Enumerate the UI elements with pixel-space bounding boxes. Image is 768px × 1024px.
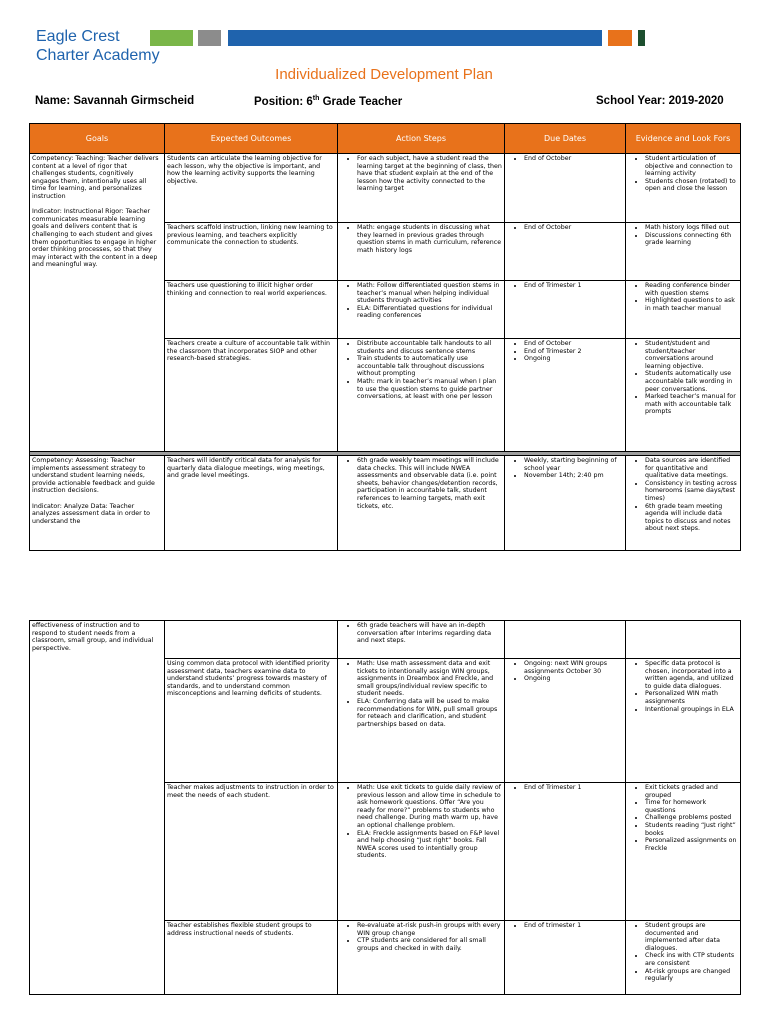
list-item: • Students reading “Just right” books [645, 822, 738, 837]
bullet-list [628, 282, 738, 312]
bullet-list [628, 660, 738, 713]
col-goals: Goals [30, 124, 165, 154]
list-item: • Re-evaluate at-risk push-in groups with every WIN group change [357, 922, 502, 937]
evidence-cell [626, 621, 741, 659]
bullet-list [507, 922, 623, 930]
date-cell [505, 281, 626, 339]
bullet-list [507, 155, 623, 163]
outcome-cell [165, 621, 338, 659]
brand-bar-dark-green [638, 30, 645, 46]
list-item: • 6th grade teachers will have an in-depth conversation after Interims regarding data and next steps. [357, 622, 502, 645]
list-item: • Discussions connecting 6th grade learning [645, 232, 738, 247]
col-action-steps: Action Steps [338, 124, 505, 154]
bullet-list [340, 155, 502, 193]
list-item: • At-risk groups are changed regularly [645, 968, 738, 983]
list-item: • End of trimester 1 [524, 922, 623, 930]
date-cell [505, 456, 626, 551]
outcome-cell: Teacher establishes flexible student groups to address instructional needs of students. [165, 921, 338, 995]
bullet-list [340, 622, 502, 645]
evidence-cell [626, 223, 741, 281]
list-item: • Data sources are identified for quantitative and qualitative data meetings. [645, 457, 738, 480]
list-item: • Student/student and student/teacher conversations around learning objective. [645, 340, 738, 370]
outcome-cell: Using common data protocol with identified priority assessment data, teachers examine data to understand students’ progress towards mastery of standards, and to understand common misconceptions and learning deficits of students. [165, 659, 338, 783]
evidence-cell [626, 456, 741, 551]
list-item: • Math: Follow differentiated question stems in teacher’s manual when helping individual students through activities [357, 282, 502, 305]
document-title: Individualized Development Plan [275, 66, 493, 83]
list-item: • Math: mark in teacher’s manual when I plan to use the question stems to guide partner conversations, at least with one per lesson [357, 378, 502, 401]
date-cell [505, 621, 626, 659]
bullet-list [507, 457, 623, 480]
list-item: • Ongoing: next WIN groups assignments October 30 [524, 660, 623, 675]
bullet-list [628, 155, 738, 193]
bullet-list [507, 340, 623, 363]
list-item: • End of Trimester 1 [524, 282, 623, 290]
action-cell [338, 223, 505, 281]
evidence-cell [626, 921, 741, 995]
bullet-list [628, 457, 738, 533]
list-item: • 6th grade team meeting agenda will include data topics to discuss and notes about next steps. [645, 503, 738, 533]
list-item: • Student articulation of objective and connection to learning activity [645, 155, 738, 178]
evidence-cell [626, 281, 741, 339]
list-item: • Intentional groupings in ELA [645, 706, 738, 714]
action-cell [338, 281, 505, 339]
bullet-list [507, 224, 623, 232]
date-cell [505, 783, 626, 921]
list-item: • Math: engage students in discussing what they learned in previous grades through question stems in math curriculum, reference math history logs [357, 224, 502, 254]
brand-bar-gray [198, 30, 221, 46]
bullet-list [507, 660, 623, 683]
action-cell [338, 783, 505, 921]
list-item: • ELA: Freckle assignments based on F&P level and help choosing “Just right” books. Fall NWEA scores used to intentially group students. [357, 830, 502, 860]
bullet-list [340, 340, 502, 401]
action-cell [338, 154, 505, 223]
list-item: • End of Trimester 2 [524, 348, 623, 356]
list-item: • Highlighted questions to ask in math teacher manual [645, 297, 738, 312]
outcome-cell: Teachers scaffold instruction, linking new learning to previous learning, and teachers explicitly communicate the connection to students. [165, 223, 338, 281]
action-cell [338, 456, 505, 551]
table-row [30, 154, 741, 223]
table-header-row [30, 124, 741, 154]
bullet-list [628, 340, 738, 416]
brand-bar-orange [608, 30, 632, 46]
list-item: • Ongoing [524, 355, 623, 363]
list-item: • November 14th; 2:40 pm [524, 472, 623, 480]
list-item: • Specific data protocol is chosen, incorporated into a written agenda, and utilized to guide data dialogues. [645, 660, 738, 690]
teacher-name: Name: Savannah Girmscheid [35, 95, 195, 107]
list-item: • ELA: Conferring data will be used to make recommendations for WIN, pull small groups for reteach and clarification, and student partnerships based on data. [357, 698, 502, 728]
list-item: • 6th grade weekly team meetings will include data checks. This will include NWEA assessments and observable data (i.e. point sheets, behavior changes/detention records, participation in accountable talk, student references to learning targets, math exit tickets, etc. [357, 457, 502, 510]
bullet-list [507, 784, 623, 792]
list-item: • Consistency in testing across homerooms (same days/test times) [645, 480, 738, 503]
bullet-list [340, 660, 502, 728]
list-item: • Train students to automatically use accountable talk throughout discussions without prompting [357, 355, 502, 378]
bullet-list [340, 457, 502, 510]
list-item: • Personalized assignments on Freckle [645, 837, 738, 852]
action-cell [338, 921, 505, 995]
bullet-list [628, 224, 738, 247]
list-item: • Math history logs filled out [645, 224, 738, 232]
evidence-cell [626, 659, 741, 783]
school-logo: Eagle Crest Charter Academy [36, 28, 160, 64]
action-cell [338, 621, 505, 659]
brand-bar-green [150, 30, 193, 46]
outcome-cell: Teachers use questioning to illicit higher order thinking and connection to real world experiences. [165, 281, 338, 339]
school-year: School Year: 2019-2020 [596, 95, 724, 107]
goal-cell: Competency: Teaching: Teacher delivers content at a level of rigor that challenges students, cognitively engages them, intentionally uses all time for learning, and personalizes instruction Indicator: Instructional Rigor: Teacher communicates measurable learning goals and delivers content that is challenging to each student and gives them opportunities to engage in higher order thinking processes, so that they may interact with the content in a deep and meaningful way. [30, 154, 165, 452]
outcome-cell: Teachers create a culture of accountable talk within the classroom that incorporates SIOP and other research-based strategies. [165, 339, 338, 452]
date-cell [505, 921, 626, 995]
bullet-list [340, 922, 502, 952]
goal-cell: Competency: Assessing: Teacher implements assessment strategy to understand student learning needs, provide actionable feedback and guide instruction decisions. Indicator: Analyze Data: Teacher analyzes assessment data in order to understand the [30, 456, 165, 551]
action-cell [338, 659, 505, 783]
list-item: • Check ins with CTP students are consistent [645, 952, 738, 967]
list-item: • ELA: Differentiated questions for individual reading conferences [357, 305, 502, 320]
bullet-list [340, 784, 502, 860]
list-item: • Marked teacher’s manual for math with accountable talk prompts [645, 393, 738, 416]
col-due-dates: Due Dates [505, 124, 626, 154]
list-item: • End of October [524, 155, 623, 163]
list-item: • End of Trimester 1 [524, 784, 623, 792]
plan-table-page2 [29, 620, 741, 995]
col-evidence: Evidence and Look Fors [626, 124, 741, 154]
outcome-cell: Teacher makes adjustments to instruction in order to meet the needs of each student. [165, 783, 338, 921]
list-item: • Time for homework questions [645, 799, 738, 814]
date-cell [505, 339, 626, 452]
outcome-cell: Students can articulate the learning objective for each lesson, why the objective is important, and how the learning activity supports the learning objective. [165, 154, 338, 223]
action-cell [338, 339, 505, 452]
teacher-position: Position: 6th Grade Teacher [254, 95, 403, 108]
list-item: • CTP students are considered for all small groups and checked in with daily. [357, 937, 502, 952]
list-item: • Distribute accountable talk handouts to all students and discuss sentence stems [357, 340, 502, 355]
col-expected-outcomes: Expected Outcomes [165, 124, 338, 154]
list-item: • Students automatically use accountable talk wording in peer conversations. [645, 370, 738, 393]
bullet-list [628, 922, 738, 983]
list-item: • Student groups are documented and implemented after data dialogues. [645, 922, 738, 952]
date-cell [505, 223, 626, 281]
bullet-list [628, 784, 738, 852]
evidence-cell [626, 154, 741, 223]
list-item: • Math: Use exit tickets to guide daily review of previous lesson and allow time in schedule to ask homework questions. Offer “Are you ready for more?” problems to students who need challenge. During math warm up, have an optional challenge problem. [357, 784, 502, 830]
list-item: • Math: Use math assessment data and exit tickets to intentionally assign WIN groups, assignments in Dreambox and Freckle, and small groups/individual review specific to student needs. [357, 660, 502, 698]
list-item: • End of October [524, 340, 623, 348]
evidence-cell [626, 339, 741, 452]
table-row [30, 456, 741, 551]
list-item: • End of October [524, 224, 623, 232]
list-item: • Exit tickets graded and grouped [645, 784, 738, 799]
plan-table-page1 [29, 123, 741, 551]
evidence-cell [626, 783, 741, 921]
list-item: • For each subject, have a student read the learning target at the beginning of class, then have that student explain at the end of the lesson how the activity connected to the learning target [357, 155, 502, 193]
list-item: • Students chosen (rotated) to open and close the lesson [645, 178, 738, 193]
bullet-list [507, 282, 623, 290]
list-item: • Personalized WIN math assignments [645, 690, 738, 705]
list-item: • Weekly, starting beginning of school year [524, 457, 623, 472]
goal-cell: effectiveness of instruction and to respond to student needs from a classroom, small group, and individual perspective. [30, 621, 165, 995]
bullet-list [340, 224, 502, 254]
table-row [30, 621, 741, 659]
list-item: • Reading conference binder with question stems [645, 282, 738, 297]
list-item: • Ongoing [524, 675, 623, 683]
date-cell [505, 659, 626, 783]
date-cell [505, 154, 626, 223]
list-item: • Challenge problems posted [645, 814, 738, 822]
bullet-list [340, 282, 502, 320]
outcome-cell: Teachers will identify critical data for analysis for quarterly data dialogue meetings, wing meetings, and grade level meetings. [165, 456, 338, 551]
brand-bar-blue [228, 30, 602, 46]
